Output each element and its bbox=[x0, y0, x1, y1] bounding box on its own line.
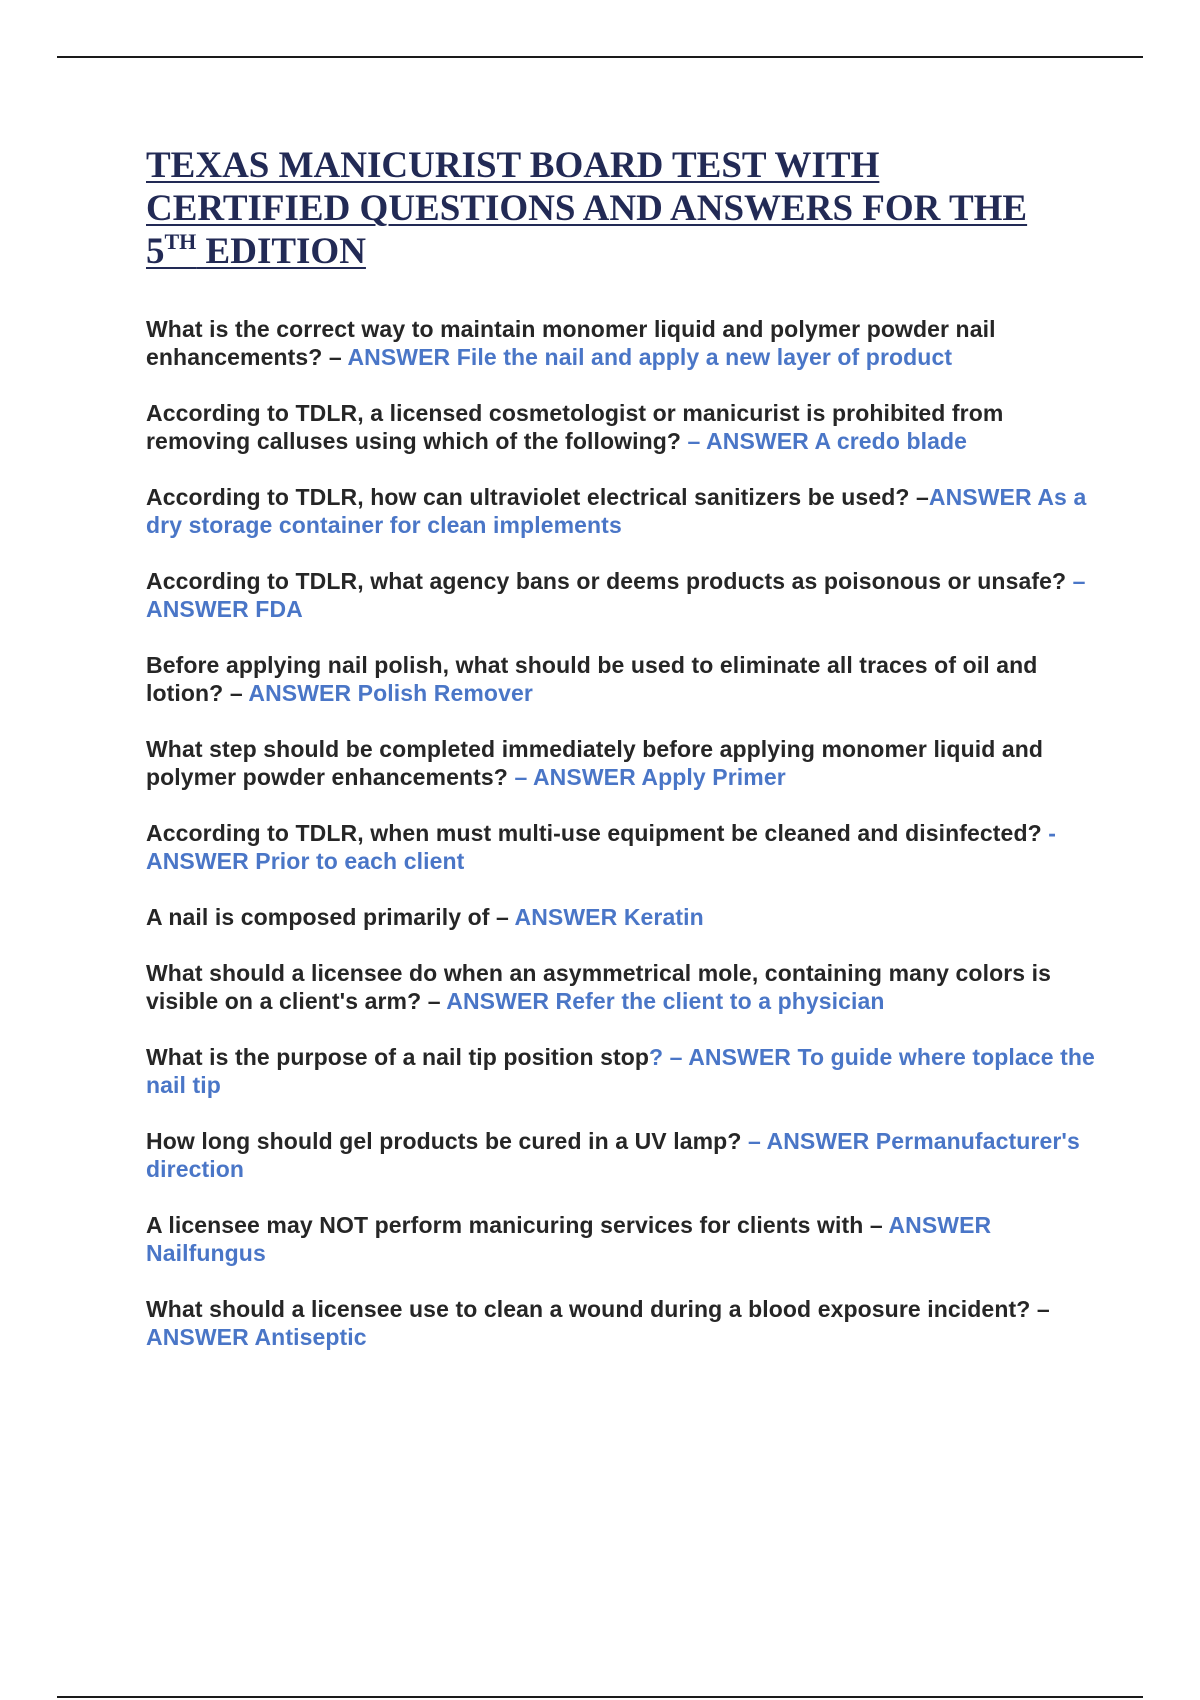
answer-text: ANSWER Nailfungus bbox=[146, 1212, 992, 1266]
question-text: According to TDLR, what agency bans or deems products as poisonous or unsafe? bbox=[146, 568, 1067, 594]
qa-item bbox=[146, 1127, 1096, 1183]
title-line-1: TEXAS MANICURIST BOARD TEST WITH bbox=[146, 145, 880, 186]
question-text: According to TDLR, when must multi-use equipment be cleaned and disinfected? bbox=[146, 820, 1049, 846]
top-rule bbox=[57, 56, 1143, 58]
title-edition-word: EDITION bbox=[196, 231, 366, 272]
qa-item bbox=[146, 819, 1096, 875]
question-text: According to TDLR, a licensed cosmetologist or manicurist is prohibited from removing calluses using which of the following? bbox=[146, 400, 1004, 454]
question-text: How long should gel products be cured in a UV lamp? bbox=[146, 1128, 742, 1154]
qa-list bbox=[146, 315, 1096, 1351]
answer-text: ANSWER As a dry storage container for clean implements bbox=[146, 484, 1087, 538]
document-body bbox=[146, 144, 1096, 1379]
qa-item bbox=[146, 903, 1096, 931]
question-text: According to TDLR, how can ultraviolet electrical sanitizers be used? – bbox=[146, 484, 929, 510]
document-title bbox=[146, 144, 1096, 273]
answer-text: ANSWER Antiseptic bbox=[146, 1324, 367, 1350]
qa-item bbox=[146, 651, 1096, 707]
answer-text: – ANSWER Permanufacturer's direction bbox=[146, 1128, 1080, 1182]
qa-item bbox=[146, 1043, 1096, 1099]
answer-text: ANSWER Keratin bbox=[514, 904, 704, 930]
question-text: What step should be completed immediately before applying monomer liquid and polymer powder enhancements? bbox=[146, 736, 1044, 790]
qa-item bbox=[146, 959, 1096, 1015]
qa-item bbox=[146, 567, 1096, 623]
qa-item bbox=[146, 1211, 1096, 1267]
title-edition-superscript: TH bbox=[164, 229, 197, 254]
answer-text: ? – ANSWER To guide where toplace the nail tip bbox=[146, 1044, 1095, 1098]
answer-text: – ANSWER A credo blade bbox=[681, 428, 968, 454]
question-text: What is the purpose of a nail tip position stop bbox=[146, 1044, 650, 1070]
question-text: What is the correct way to maintain monomer liquid and polymer powder nail enhancements? – bbox=[146, 316, 996, 370]
bottom-rule bbox=[57, 1696, 1143, 1698]
answer-text: ANSWER File the nail and apply a new layer of product bbox=[347, 344, 953, 370]
answer-text: ANSWER Refer the client to a physician bbox=[446, 988, 885, 1014]
qa-item bbox=[146, 1295, 1096, 1351]
answer-text: - ANSWER Prior to each client bbox=[146, 820, 1056, 874]
question-text: Before applying nail polish, what should be used to eliminate all traces of oil and lotion? – bbox=[146, 652, 1038, 706]
qa-item bbox=[146, 735, 1096, 791]
question-text: A licensee may NOT perform manicuring services for clients with – bbox=[146, 1212, 889, 1238]
question-text: What should a licensee use to clean a wound during a blood exposure incident? – bbox=[146, 1296, 1050, 1322]
qa-item bbox=[146, 315, 1096, 371]
title-line-2: CERTIFIED QUESTIONS AND ANSWERS FOR THE bbox=[146, 188, 1028, 229]
title-edition-number: 5 bbox=[146, 231, 165, 272]
question-text: A nail is composed primarily of – bbox=[146, 904, 515, 930]
qa-item bbox=[146, 483, 1096, 539]
answer-text: – ANSWER Apply Primer bbox=[507, 764, 786, 790]
answer-text: ANSWER Polish Remover bbox=[248, 680, 533, 706]
answer-text: – ANSWER FDA bbox=[146, 568, 1086, 622]
question-text: What should a licensee do when an asymmetrical mole, containing many colors is visible on a client's arm? – bbox=[146, 960, 1052, 1014]
qa-item bbox=[146, 399, 1096, 455]
